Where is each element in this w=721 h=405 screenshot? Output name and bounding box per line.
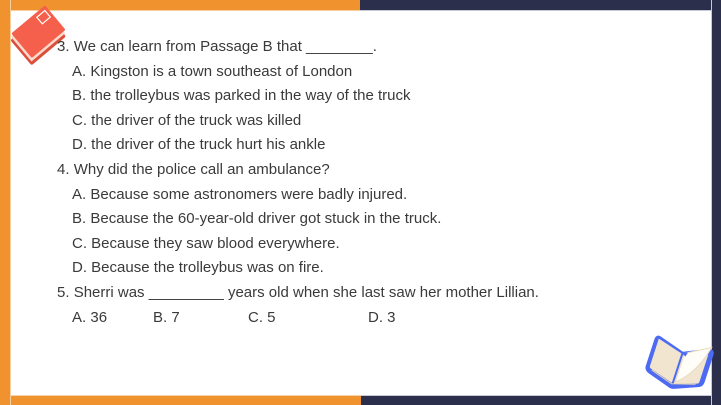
question-3-number: 3. [57, 38, 70, 55]
option-text: Because the trolleybus was on fire. [91, 259, 324, 277]
question-4-option-c [57, 232, 701, 257]
question-4-option-d [57, 256, 701, 281]
frame-bottom-bar [0, 396, 721, 405]
question-4-prompt [57, 158, 701, 183]
question-5-option-d: D. 3 [368, 308, 396, 326]
option-text: the trolleybus was parked in the way of the truck [90, 87, 411, 105]
question-4-option-b [57, 207, 701, 232]
question-4-text: Why did the police call an ambulance? [73, 160, 330, 178]
option-label: C. [72, 234, 87, 252]
question-5-option-a: A. 36 [72, 308, 108, 326]
option-label: B. [72, 210, 87, 228]
option-text: the driver of the truck hurt his ankle [91, 136, 326, 154]
question-3-text: We can learn from Passage B that ________. [73, 38, 377, 55]
option-label: B. [72, 87, 87, 105]
option-label: C. [72, 111, 87, 129]
quiz-content [57, 35, 701, 330]
question-5-option-c: C. 5 [248, 308, 276, 326]
question-4-number: 4. [57, 160, 70, 178]
option-text: the driver of the truck was killed [91, 111, 302, 129]
question-3-option-c [57, 109, 701, 134]
option-label: A. [72, 185, 87, 203]
option-text: Because they saw blood everywhere. [91, 234, 340, 252]
question-5-prompt [57, 281, 701, 306]
frame-top-bar [0, 0, 721, 10]
question-5-options-row [57, 306, 701, 331]
question-5-option-b: B. 7 [153, 308, 180, 326]
option-text: Because the 60-year-old driver got stuck in the truck. [90, 210, 442, 228]
question-5-text: Sherri was _________ years old when she last saw her mother Lillian. [73, 283, 539, 301]
option-text: Because some astronomers were badly injured. [90, 185, 408, 203]
question-3-option-b [57, 84, 701, 109]
option-label: D. [72, 136, 87, 154]
question-3-prompt [57, 35, 701, 60]
question-4-option-a [57, 183, 701, 208]
question-3-option-d [57, 133, 701, 158]
option-label: D. [72, 259, 87, 277]
option-text: Kingston is a town southeast of London [90, 62, 353, 80]
question-5-number: 5. [57, 283, 70, 301]
option-label: A. [72, 62, 87, 80]
question-3-option-a [57, 60, 701, 85]
open-book-icon [640, 331, 716, 403]
